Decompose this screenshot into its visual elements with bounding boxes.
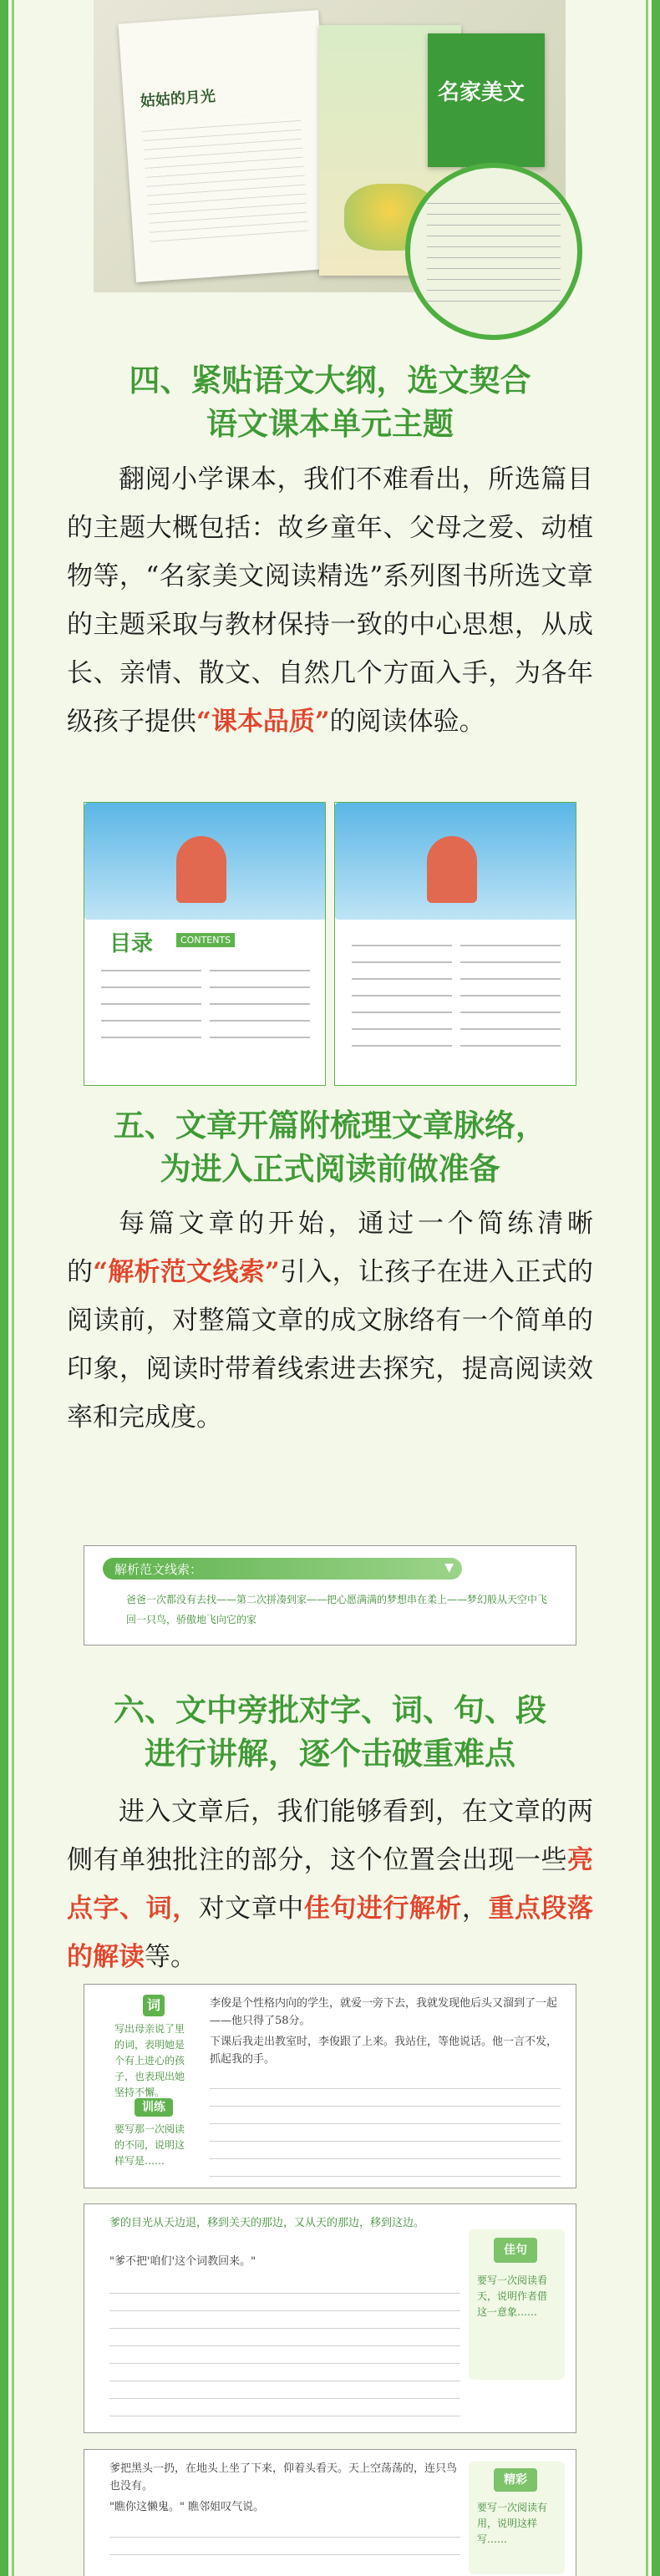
book-cover [428,33,545,167]
section6-text-3: ， [461,1894,489,1924]
side-note-2: 要写那一次阅读的不同，说明这样写是…… [114,2123,185,2167]
annotated-page-2 [84,2203,576,2433]
girl-figure-1 [176,836,226,903]
annotated-page-1 [84,1984,576,2188]
section6-highlight-1: 亮点字、词， [67,1845,593,1924]
section4-paragraph [67,455,593,746]
section5-highlight: “解析范文线索” [93,1257,280,1287]
body-text-6: "瞧你这懒鬼。" 瞧邻姐叹气说。 [109,2501,265,2513]
side-note-1: 写出母亲说了里的词，表明她是个有上进心的孩子，也表现出她坚持不懈。 [114,2023,185,2098]
left-border [0,0,8,2576]
clue-text: 爸爸一次都没有去找——第二次拼凑到家——把心愿满满的梦想串在柔上——梦幻般从天空中飞回一只鸟，骄傲地飞向它的家 [126,1594,548,1625]
body-text-3: 爹的目光从天边退，移到关天的那边，又从天的那边，移到这边。 [109,2217,425,2229]
section6-paragraph [67,1787,593,1981]
body-text-5: 爹把黑头一扔，在地头上坐了下来，仰着头看天。天上空荡荡的，连只鸟也没有。 [109,2462,458,2492]
section6-highlight-3: 重点段落的解读 [67,1894,594,1972]
clue-example [84,1545,576,1645]
toc-title-1: 目录 [109,931,154,956]
body-text-lines-2 [109,2276,460,2418]
left-border-inner [12,0,14,2576]
body-text-4: "爹不把'咱们'这个词教回来。" [109,2255,256,2268]
section5-heading [33,1104,627,1191]
section4-heading-line2: 语文课本单元主题 [206,406,454,442]
section5-heading-line2: 为进入正式阅读前做准备 [160,1151,500,1187]
section5-text-after: 引入，让孩子在进入正式的阅读前，对整篇文章的成文脉络有一个简单的印象，阅读时带着线索进去探究，提高阅读效率和完成度。 [67,1257,594,1433]
annotated-page-3 [84,2449,576,2576]
section6-heading-line2: 进行讲解，逐个击破重难点 [145,1736,515,1772]
section5-heading-line1: 五、文章开篇附梳理文章脉络， [114,1108,546,1143]
annotation-tag-training: 训练 [135,2098,173,2117]
section4-heading-line1: 四、紧贴语文大纲，选文契合 [129,363,531,398]
section4-highlight: “课本品质” [196,707,330,737]
section5-text-before: 每篇文章的开始，通过一个简练清晰的 [67,1209,593,1287]
side-panel-1 [469,2229,565,2380]
clue-label: 解析范文线索： [114,1562,203,1577]
section6-heading-line1: 六、文中旁批对字、词、句、段 [114,1692,546,1728]
section6-text-4: 等。 [145,1942,196,1972]
section4-text-before: 翻阅小学课本，我们不难看出，所选篇目的主题大概包括：故乡童年、父母之爱、动植物等，“名家美文阅读精选”系列图书所选文章的主题采取与教材保持一致的中心思想，从成长、亲情、散文、自然几个方面入手，为各年级孩子提供 [67,464,593,737]
side-note-3: 要写一次阅读看天，说明作者借这一意象…… [477,2274,548,2318]
zoom-circle [405,163,582,340]
side-note-4: 要写一次阅读有用，说明这样写…… [477,2502,548,2545]
section6-highlight-2: 佳句进行解析 [303,1894,462,1924]
section5-paragraph [67,1199,593,1442]
section4-heading [33,359,627,446]
section6-text-1: 进入文章后，我们能够看到，在文章的两侧有单独批注的部分，这个位置会出现一些 [67,1797,593,1875]
annotation-tag-sentence: 佳句 [494,2238,537,2263]
annotation-tag-highlight: 精彩 [494,2468,537,2492]
photo-caption: 姑姑的月光 [140,87,216,111]
toc-page-2 [334,802,576,1086]
right-border-inner [646,0,648,2576]
side-panel-2 [469,2462,565,2574]
toc-badge-1: CONTENTS [176,933,235,947]
section6-text-2: 对文章中 [198,1894,304,1924]
text-lines [142,112,309,248]
girl-figure-2 [427,836,477,903]
toc-page-1 [84,802,326,1086]
body-text-lines-1 [210,2071,561,2180]
cover-title: 名家美文 [438,80,525,105]
annotation-tag-word: 词 [143,1995,165,2016]
zoom-text-lines [427,193,561,310]
body-text-lines-3 [109,2520,460,2570]
right-border [652,0,660,2576]
section6-heading [33,1689,627,1776]
body-text-2: 下课后我走出教室时，李俊跟了上来。我站住，等他说话。他一言不发，抓起我的手。 [210,2036,558,2066]
clue-bar [103,1558,462,1580]
body-text-1: 李俊是个性格内向的学生，就爱一旁下去，我就发现他后头又溜到了一起——他只得了58分。 [210,1997,558,2027]
chevron-down-icon: ▼ [444,1561,454,1575]
open-book-left-page [118,10,336,282]
section4-text-after: 的阅读体验。 [329,707,485,737]
